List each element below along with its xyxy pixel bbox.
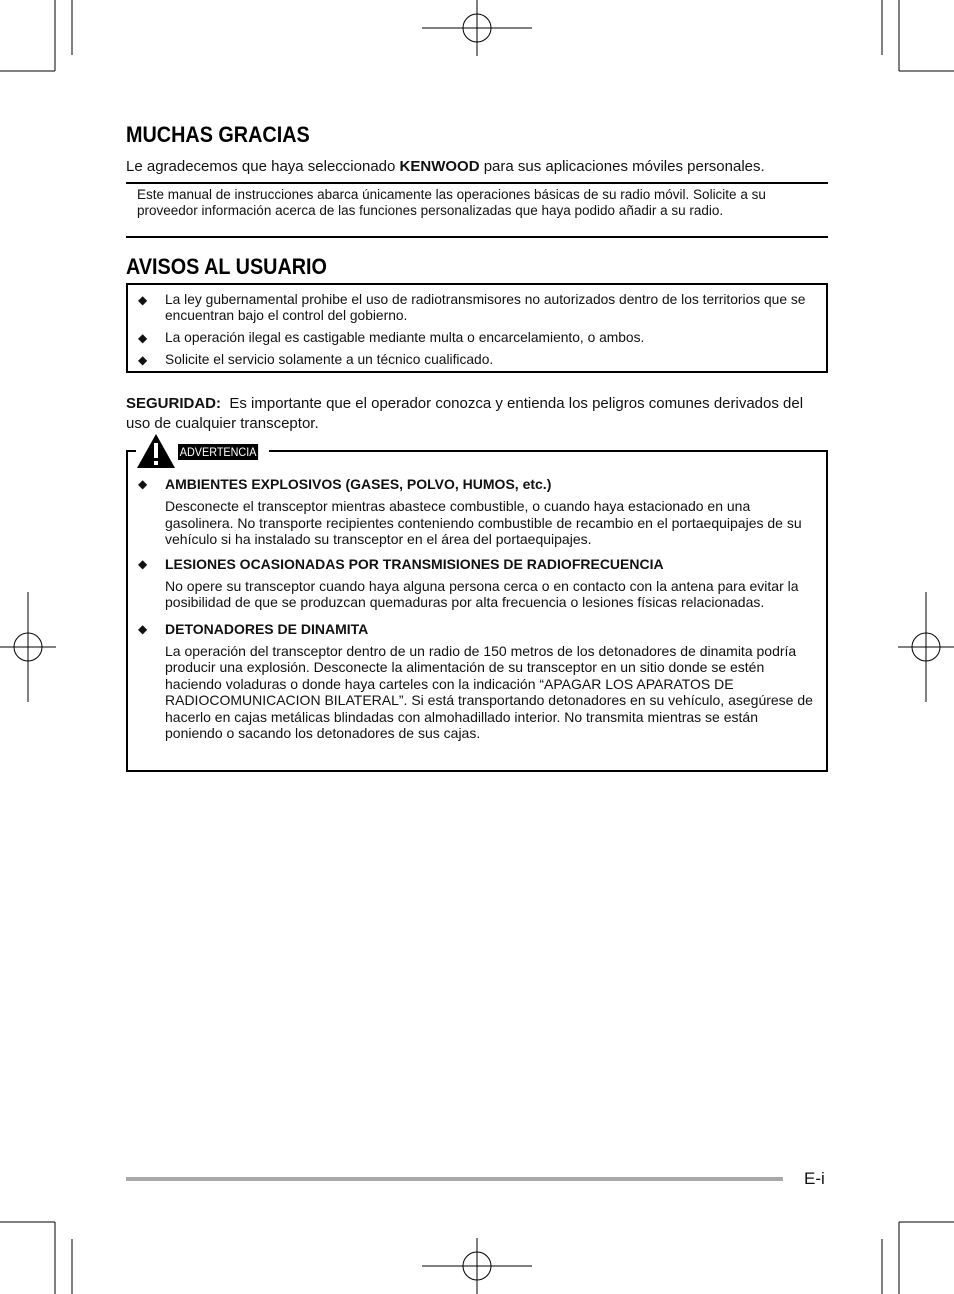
intro-pre: Le agradecemos que haya seleccionado — [126, 158, 400, 175]
brand-name: KENWOOD — [399, 158, 480, 175]
warning-triangle-icon — [136, 433, 176, 469]
warning-title: AMBIENTES EXPLOSIVOS (GASES, POLVO, HUMOS, etc.) — [165, 476, 552, 492]
safety-label: SEGURIDAD: — [126, 395, 222, 412]
safety-paragraph — [126, 394, 816, 434]
page-number: E-i — [804, 1169, 825, 1188]
diamond-icon: ◆ — [138, 477, 148, 491]
warning-title: LESIONES OCASIONADAS POR TRANSMISIONES DE RADIOFRECUENCIA — [165, 555, 664, 572]
notice-text: La ley gubernamental prohibe el uso de radiotransmisores no autorizados dentro de los territorios que se encuentran bajo el control del gobierno. — [165, 292, 806, 323]
diamond-icon: ◆ — [138, 621, 148, 636]
list-item — [128, 476, 826, 548]
warning-body: No opere su transceptor cuando haya alguna persona cerca o en contacto con la antena para evitar la posibilidad de que se produzcan quemaduras por alta frecuencia o lesiones físicas relacionadas. — [165, 577, 799, 610]
warning-tag: ADVERTENCIA — [179, 445, 257, 459]
footer-rule — [126, 1177, 783, 1181]
diamond-icon: ◆ — [138, 331, 148, 345]
section-title-notices: AVISOS AL USUARIO — [126, 254, 327, 279]
notice-text: La operación ilegal es castigable mediante multa o encarcelamiento, o ambos. — [165, 330, 645, 345]
section-title-thanks: MUCHAS GRACIAS — [126, 122, 310, 147]
warning-body: Desconecte el transceptor mientras abastece combustible, o cuando haya estacionado en una gasolinera. No transporte recipientes conteniendo combustible de recambio en el portaequipajes de su vehículo si ha instalado su transceptor en el área del portaequipajes. — [165, 498, 802, 547]
diamond-icon: ◆ — [138, 353, 148, 367]
list-item — [128, 556, 826, 611]
warning-label — [136, 433, 269, 469]
notices-box — [126, 283, 828, 373]
warning-title: DETONADORES DE DINAMITA — [165, 620, 369, 637]
list-item — [128, 292, 826, 324]
intro-post: para sus aplicaciones móviles personales. — [479, 158, 765, 175]
list-item — [128, 621, 826, 742]
note-text: Este manual de instrucciones abarca únicamente las operaciones básicas de su radio móvil. Solicite a su proveedor información acerca de las funciones personalizadas que haya podido añadir a su radio. — [137, 187, 766, 218]
list-item — [128, 330, 826, 346]
warning-body: La operación del transceptor dentro de un radio de 150 metros de los detonadores de dinamita podría producir una explosión. Desconecte la alimentación de su transceptor en un sitio donde se estén haciendo voladuras o donde haya carteles con la indicación “APAGAR LOS APARATOS DE RADIOCOMUNICACION BILATERAL”. Si está transportando detonadores en su vehículo, asegúrese de hacerlo en cajas metálicas blindadas con almohadillado interior. No transmita mientras se están poniendo o sacando los detonadores de sus cajas. — [165, 642, 813, 741]
warning-box — [126, 450, 828, 772]
notices-list — [128, 292, 826, 368]
diamond-icon: ◆ — [138, 293, 148, 307]
diamond-icon: ◆ — [138, 556, 148, 571]
thanks-intro — [126, 157, 765, 177]
manual-scope-note — [126, 182, 828, 238]
list-item — [128, 352, 826, 368]
safety-text: Es importante que el operador conozca y entienda los peligros comunes derivados del uso de cualquier transceptor. — [126, 395, 804, 432]
notice-text: Solicite el servicio solamente a un técnico cualificado. — [165, 352, 494, 367]
